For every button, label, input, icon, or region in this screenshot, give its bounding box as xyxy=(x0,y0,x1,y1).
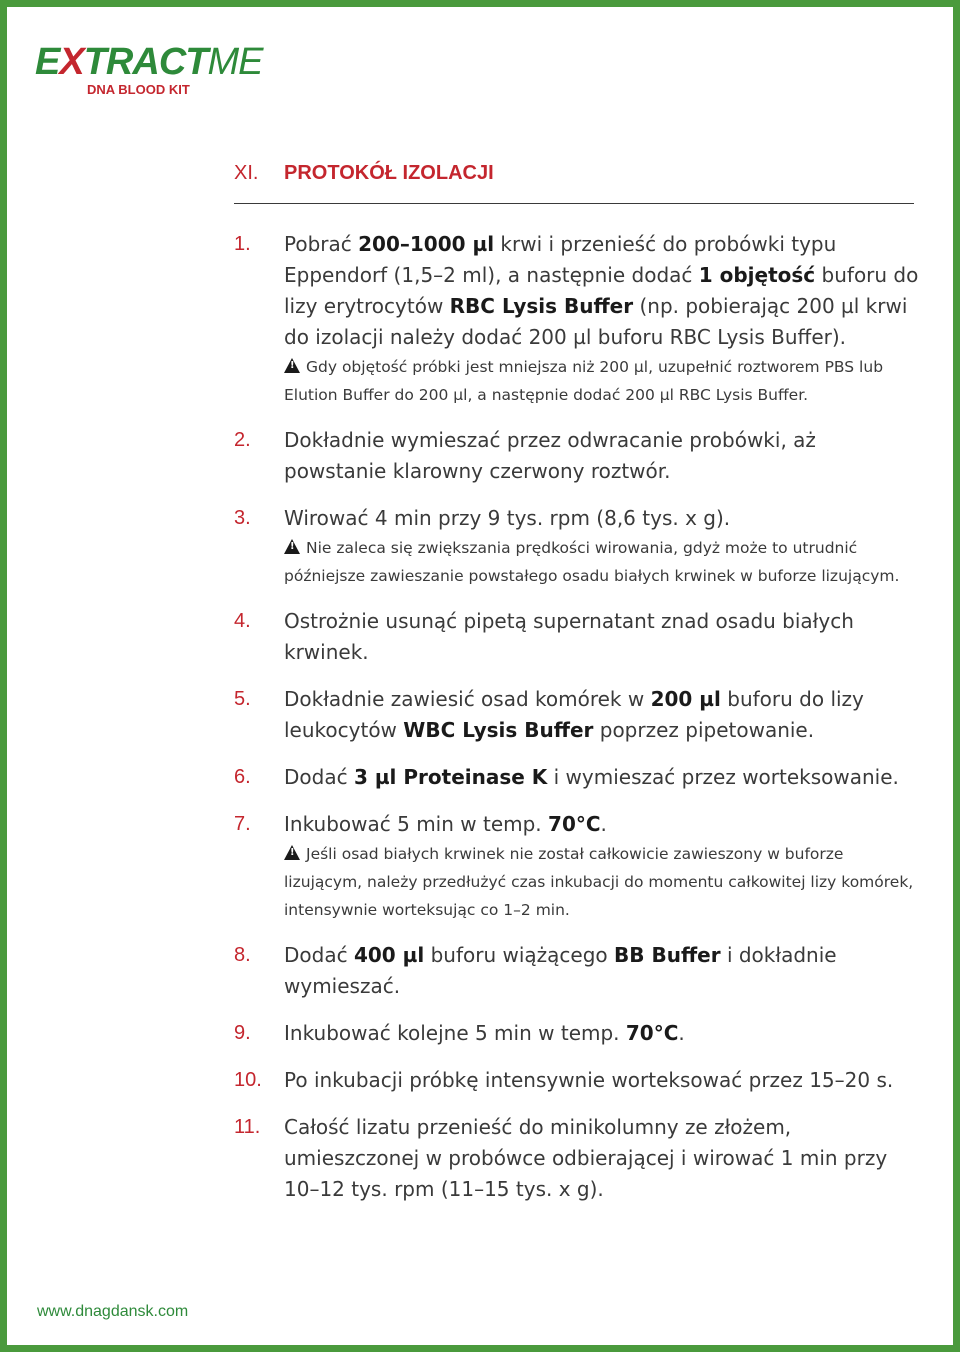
step-number: 3. xyxy=(234,507,251,529)
website-link[interactable]: www.dnagdansk.com xyxy=(37,1303,189,1320)
step-text: Dokładnie wymieszać przez odwracanie probówki, aż powstanie klarowny czerwony roztwór. xyxy=(284,428,816,483)
section-number: XI. xyxy=(234,162,259,184)
heading-divider xyxy=(234,203,914,204)
step-text: Dodać xyxy=(284,765,354,789)
step-7 xyxy=(234,809,924,840)
warning-icon xyxy=(284,845,300,860)
step-text: buforu do lizy erytrocytów xyxy=(284,263,919,318)
step-bold: 1 objętość xyxy=(698,263,816,287)
note-text: Jeśli osad białych krwinek nie został całkowicie zawieszony w buforze lizującym, należy przedłużyć czas inkubacji do momentu całkowitej lizy komórek, intensywnie worteksując co 1–2 min. xyxy=(284,845,914,919)
step-10 xyxy=(234,1065,924,1096)
step-4 xyxy=(234,606,924,668)
step-bold: 70°C xyxy=(625,1021,679,1045)
step-number: 2. xyxy=(234,429,251,451)
step-number: 4. xyxy=(234,610,251,632)
section-heading xyxy=(234,162,494,185)
step-text: poprzez pipetowanie. xyxy=(593,718,815,742)
step-bold: WBC Lysis Buffer xyxy=(403,718,594,742)
step-bold: BB Buffer xyxy=(614,943,721,967)
logo-wordmark xyxy=(35,41,262,84)
step-number: 8. xyxy=(234,944,251,966)
logo-subtitle: DNA BLOOD KIT xyxy=(87,82,190,97)
step-bold: 200–1000 µl xyxy=(358,232,495,256)
step-text: (np. pobierając 200 µl krwi do izolacji należy dodać 200 µl buforu RBC Lysis Buffer). xyxy=(284,294,908,349)
extractme-logo xyxy=(35,37,295,107)
step-1 xyxy=(234,229,924,353)
step-7-note xyxy=(234,840,924,924)
step-5 xyxy=(234,684,924,746)
step-text: krwi i przenieść do probówki typu Eppendorf (1,5–2 ml), a następnie dodać xyxy=(284,232,837,287)
step-bold: 70°C xyxy=(548,812,601,836)
step-number: 6. xyxy=(234,766,251,788)
step-text: Wirować 4 min przy 9 tys. rpm (8,6 tys. x g). xyxy=(284,506,731,530)
step-bold: 400 µl xyxy=(353,943,425,967)
step-text: Inkubować 5 min w temp. xyxy=(284,812,549,836)
section-title: PROTOKÓŁ IZOLACJI xyxy=(284,162,494,184)
step-text: buforu do lizy leukocytów xyxy=(284,687,864,742)
logo-me: ME xyxy=(207,41,263,83)
step-text: i dokładnie wymieszać. xyxy=(284,943,837,998)
step-9 xyxy=(234,1018,924,1049)
logo-letter-e: E xyxy=(35,41,60,83)
note-text: Nie zaleca się zwiększania prędkości wirowania, gdyż może to utrudnić późniejsze zawieszanie powstałego osadu białych krwinek w buforze lizującym. xyxy=(284,539,900,585)
step-11 xyxy=(234,1112,924,1205)
step-text: Dodać xyxy=(284,943,354,967)
step-2 xyxy=(234,425,924,487)
step-text: . xyxy=(678,1021,685,1045)
step-text: i wymieszać przez worteksowanie. xyxy=(547,765,899,789)
note-text: Gdy objętość próbki jest mniejsza niż 200 µl, uzupełnić roztworem PBS lub Elution Buffer do 200 µl, a następnie dodać 200 µl RBC Lysis Buffer. xyxy=(284,358,884,404)
step-text: Po inkubacji próbkę intensywnie worteksować przez 15–20 s. xyxy=(284,1068,894,1092)
step-bold: 200 µl xyxy=(650,687,721,711)
step-bold: 3 µl Proteinase K xyxy=(353,765,548,789)
logo-tract: TRACT xyxy=(83,41,208,83)
step-number: 7. xyxy=(234,813,251,835)
step-6 xyxy=(234,762,924,793)
step-number: 11. xyxy=(234,1116,261,1138)
step-text: Ostrożnie usunąć pipetą supernatant znad osadu białych krwinek. xyxy=(284,609,854,664)
step-text: Dokładnie zawiesić osad komórek w xyxy=(284,687,651,711)
warning-icon xyxy=(284,358,300,373)
protocol-steps xyxy=(234,229,924,1205)
step-3 xyxy=(234,503,924,534)
warning-icon xyxy=(284,539,300,554)
step-number: 1. xyxy=(234,233,251,255)
step-text: Całość lizatu przenieść do minikolumny ze złożem, umieszczonej w probówce odbierającej i wirować 1 min przy 10–12 tys. rpm (11–15 tys. x g). xyxy=(284,1115,888,1201)
step-number: 10. xyxy=(234,1069,262,1091)
step-bold: RBC Lysis Buffer xyxy=(449,294,634,318)
step-1-note xyxy=(234,353,924,409)
step-number: 9. xyxy=(234,1022,251,1044)
step-3-note xyxy=(234,534,924,590)
step-number: 5. xyxy=(234,688,251,710)
step-text: Inkubować kolejne 5 min w temp. xyxy=(284,1021,626,1045)
logo-letter-x: X xyxy=(59,41,84,83)
step-text: . xyxy=(600,812,607,836)
step-text: buforu wiążącego xyxy=(424,943,615,967)
step-text: Pobrać xyxy=(284,232,359,256)
step-8 xyxy=(234,940,924,1002)
